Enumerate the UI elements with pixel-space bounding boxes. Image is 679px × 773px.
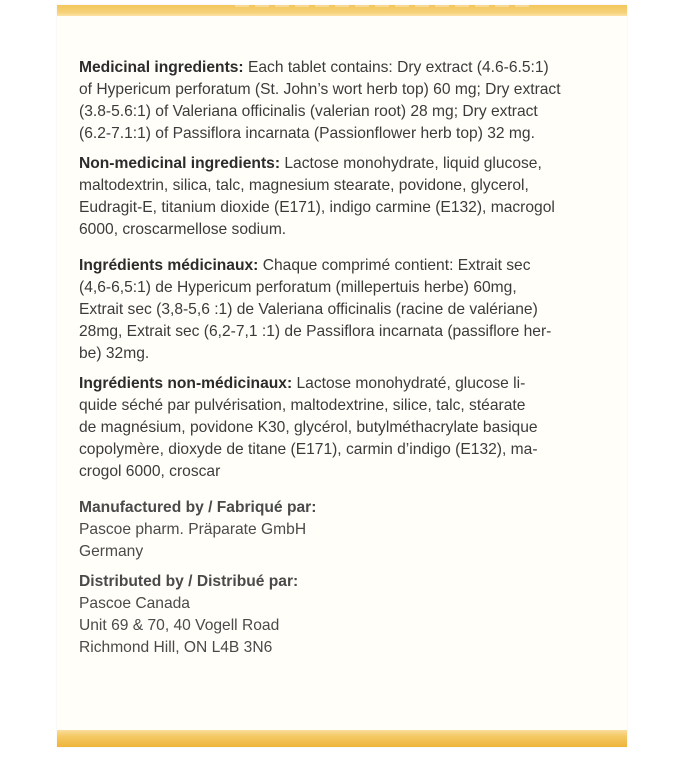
non-medicinal-line: maltodextrin, silica, talc, magnesium stearate, povidone, glycerol, [79, 177, 529, 194]
ingredients-non-medicinaux-line: Lactose monohydraté, glucose li- [292, 375, 526, 392]
medicinal-line: (6.2-7.1:1) of Passiflora incarnata (Passionflower herb top) 32 mg. [79, 125, 535, 142]
distributor-line: Richmond Hill, ON L4B 3N6 [79, 639, 273, 656]
manufacturer-line: Germany [79, 543, 144, 560]
medicinal-ingredients-heading: Medicinal ingredients: [79, 59, 244, 76]
distributed-by-heading: Distributed by / Distribué par: [79, 573, 299, 590]
non-medicinal-line: Lactose monohydrate, liquid glucose, [280, 155, 542, 172]
top-yellow-band [57, 5, 627, 16]
medicinal-ingredients-section [79, 57, 627, 145]
ingredients-medicinaux-line: be) 32mg. [79, 345, 150, 362]
top-band-lettering [235, 0, 535, 7]
ingredients-medicinaux-line: (4,6-6,5:1) de Hypericum perforatum (millepertuis herbe) 60mg, [79, 279, 517, 296]
manufactured-by-heading: Manufactured by / Fabriqué par: [79, 499, 317, 516]
ingredients-non-medicinaux-line: copolymère, dioxyde de titane (E171), carmin d’indigo (E132), ma- [79, 441, 538, 458]
distributed-by-section [79, 571, 627, 659]
ingredients-non-medicinaux-line: de magnésium, povidone K30, glycérol, butylméthacrylate basique [79, 419, 538, 436]
label-text [79, 57, 627, 667]
non-medicinal-line: Eudragit-E, titanium dioxide (E171), indigo carmine (E132), macrogol [79, 199, 555, 216]
ingredients-non-medicinaux-section [79, 373, 627, 483]
ingredients-non-medicinaux-heading: Ingrédients non-médicinaux: [79, 375, 293, 392]
medicinal-line: of Hypericum perforatum (St. John’s wort herb top) 60 mg; Dry extract [79, 81, 561, 98]
ingredients-non-medicinaux-line: crogol 6000, croscar [79, 463, 221, 480]
medicinal-line: Each tablet contains: Dry extract (4.6-6.5:1) [243, 59, 549, 76]
non-medicinal-line: 6000, croscarmellose sodium. [79, 221, 287, 238]
bottom-yellow-band [57, 730, 627, 747]
ingredients-medicinaux-line: Chaque comprimé contient: Extrait sec [258, 257, 531, 274]
medicinal-line: (3.8-5.6:1) of Valeriana officinalis (valerian root) 28 mg; Dry extract [79, 103, 538, 120]
ingredients-medicinaux-heading: Ingrédients médicinaux: [79, 257, 259, 274]
non-medicinal-ingredients-heading: Non-medicinal ingredients: [79, 155, 281, 172]
manufactured-by-section [79, 497, 627, 563]
distributor-line: Unit 69 & 70, 40 Vogell Road [79, 617, 280, 634]
ingredients-medicinaux-line: Extrait sec (3,8-5,6 :1) de Valeriana officinalis (racine de valériane) [79, 301, 538, 318]
manufacturer-line: Pascoe pharm. Präparate GmbH [79, 521, 307, 538]
ingredients-non-medicinaux-line: quide séché par pulvérisation, maltodextrine, silice, talc, stéarate [79, 397, 526, 414]
ingredients-medicinaux-section [79, 255, 627, 365]
package-panel [57, 5, 627, 747]
non-medicinal-ingredients-section [79, 153, 627, 241]
ingredients-medicinaux-line: 28mg, Extrait sec (6,2-7,1 :1) de Passiflora incarnata (passiflore her- [79, 323, 552, 340]
distributor-line: Pascoe Canada [79, 595, 190, 612]
